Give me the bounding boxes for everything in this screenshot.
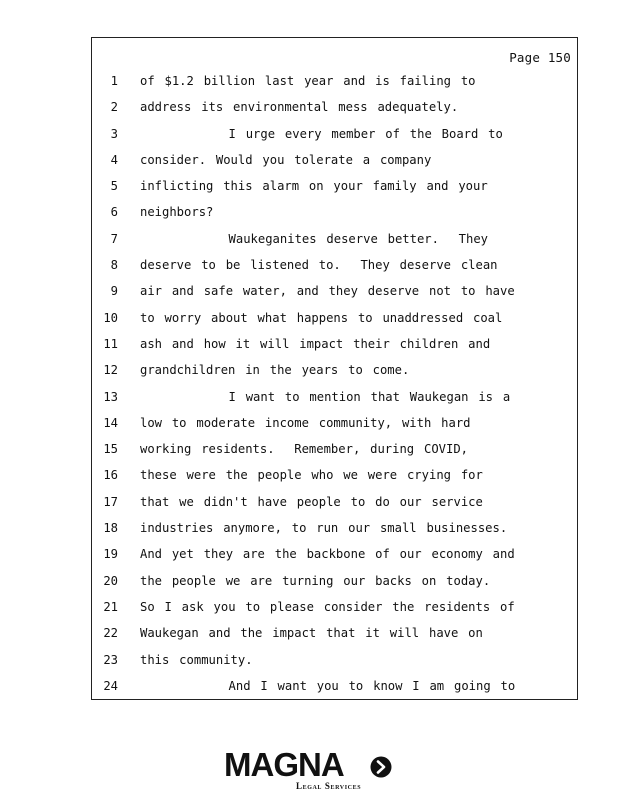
line-text: Waukeganites deserve better. They (140, 231, 489, 246)
logo-tagline: Legal Services (296, 781, 362, 791)
transcript-lines (92, 71, 577, 702)
transcript-line (92, 439, 577, 465)
page-number: Page 150 (509, 50, 571, 65)
line-text: neighbors? (140, 205, 214, 220)
line-text: deserve to be listened to. They deserve clean (140, 258, 498, 273)
line-text: address its environmental mess adequately. (140, 100, 459, 115)
line-number: 13 (103, 389, 118, 404)
line-number: 4 (110, 152, 118, 167)
transcript-line (92, 544, 577, 570)
line-number: 9 (110, 284, 118, 299)
transcript-line (92, 202, 577, 228)
line-number: 6 (110, 205, 118, 220)
line-text: Waukegan and the impact that it will have on (140, 626, 483, 641)
line-text: to worry about what happens to unaddressed coal (140, 310, 503, 325)
line-text: these were the people who we were crying for (140, 468, 483, 483)
line-text: So I ask you to please consider the residents of (140, 599, 515, 614)
transcript-line (92, 571, 577, 597)
line-number: 2 (110, 100, 118, 115)
line-text: that we didn't have people to do our service (140, 494, 483, 509)
line-number: 12 (103, 363, 118, 378)
transcript-line (92, 465, 577, 491)
line-number: 21 (103, 599, 118, 614)
transcript-line (92, 597, 577, 623)
transcript-line (92, 676, 577, 702)
transcript-line (92, 255, 577, 281)
line-number: 5 (110, 179, 118, 194)
transcript-line (92, 360, 577, 386)
line-number: 8 (110, 258, 118, 273)
line-number: 14 (103, 415, 118, 430)
transcript-line (92, 623, 577, 649)
line-text: consider. Would you tolerate a company (140, 152, 432, 167)
transcript-line (92, 176, 577, 202)
line-text: the people we are turning our backs on today. (140, 573, 491, 588)
transcript-line (92, 413, 577, 439)
line-text: low to moderate income community, with hard (140, 415, 471, 430)
line-text: I urge every member of the Board to (140, 126, 503, 141)
line-number: 3 (110, 126, 118, 141)
line-number: 19 (103, 547, 118, 562)
line-number: 18 (103, 521, 118, 536)
line-text: inflicting this alarm on your family and your (140, 179, 488, 194)
transcript-line (92, 97, 577, 123)
line-number: 17 (103, 494, 118, 509)
line-text: I want to mention that Waukegan is a (140, 389, 511, 404)
line-text: ash and how it will impact their children and (140, 336, 491, 351)
line-text: air and safe water, and they deserve not to have (140, 284, 515, 299)
line-text: grandchildren in the years to come. (140, 363, 410, 378)
line-text: of $1.2 billion last year and is failing to (140, 74, 476, 88)
line-number: 24 (103, 678, 118, 693)
arrow-circle-icon (370, 756, 392, 778)
transcript-line (92, 281, 577, 307)
line-number: 11 (103, 336, 118, 351)
line-number: 23 (103, 652, 118, 667)
transcript-line (92, 387, 577, 413)
transcript-line (92, 150, 577, 176)
line-text: And yet they are the backbone of our economy and (140, 547, 515, 562)
line-number: 15 (103, 442, 118, 457)
line-number: 1 (110, 74, 118, 88)
line-text: And I want you to know I am going to (140, 678, 516, 693)
transcript-page (91, 37, 578, 700)
transcript-line (92, 518, 577, 544)
line-text: working residents. Remember, during COVID, (140, 442, 469, 457)
line-text: industries anymore, to run our small businesses. (140, 521, 508, 536)
magna-logo (224, 748, 399, 796)
transcript-line (92, 71, 577, 97)
transcript-line (92, 492, 577, 518)
line-number: 22 (103, 626, 118, 641)
transcript-line (92, 124, 577, 150)
logo-wordmark: MAGNA (224, 746, 344, 783)
transcript-line (92, 229, 577, 255)
line-number: 10 (103, 310, 118, 325)
line-text: this community. (140, 652, 253, 667)
transcript-line (92, 308, 577, 334)
transcript-line (92, 334, 577, 360)
line-number: 20 (103, 573, 118, 588)
line-number: 7 (110, 231, 118, 246)
line-number: 16 (103, 468, 118, 483)
transcript-line (92, 650, 577, 676)
